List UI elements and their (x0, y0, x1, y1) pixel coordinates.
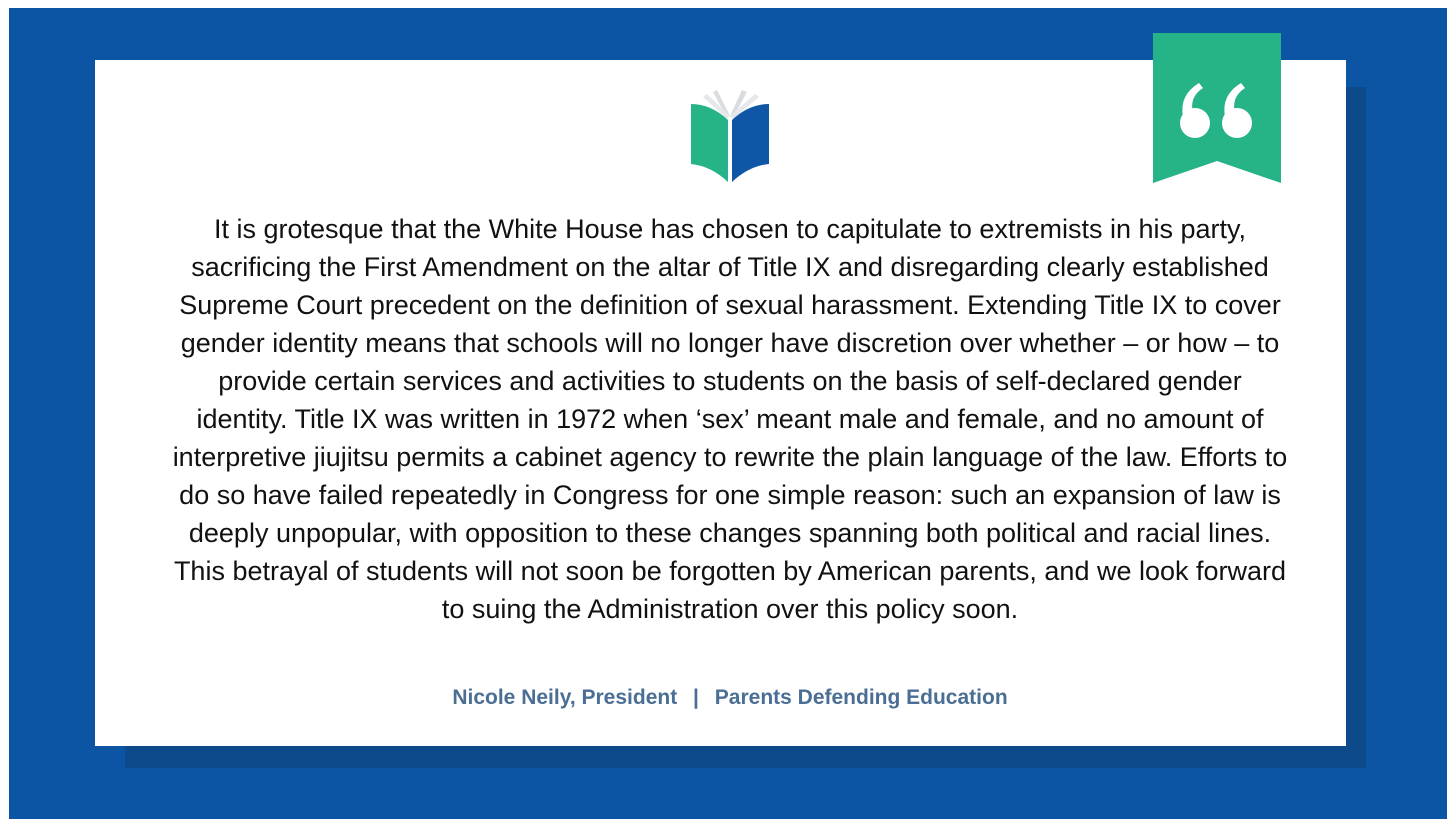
organization-name: Parents Defending Education (714, 686, 1008, 709)
open-book-icon (687, 86, 773, 184)
speaker-name: Nicole Neily, President (452, 686, 678, 709)
quotation-mark-icon (1153, 33, 1281, 183)
attribution-separator: | (693, 686, 699, 709)
quote-text: It is grotesque that the White House has chosen to capitulate to extremists in his party, sacrificing the First Amendment on the altar of Title IX and disregarding clearly established Supreme Court precedent on the definition of sexual harassment. Extending Title IX to cover gender identity means that schools will no longer have discretion over whether – or how – to provide certain services and activities to students on the basis of self-declared gender identity. Title IX was written in 1972 when ‘sex’ meant male and female, and no amount of interpretive jiujitsu permits a cabinet agency to rewrite the plain language of the law. Efforts to do so have failed repeatedly in Congress for one simple reason: such an expansion of law is deeply unpopular, with opposition to these changes spanning both political and racial lines. This betrayal of students will not soon be forgotten by American parents, and we look forward to suing the Administration over this policy soon. (172, 214, 1288, 624)
attribution (170, 686, 1290, 710)
